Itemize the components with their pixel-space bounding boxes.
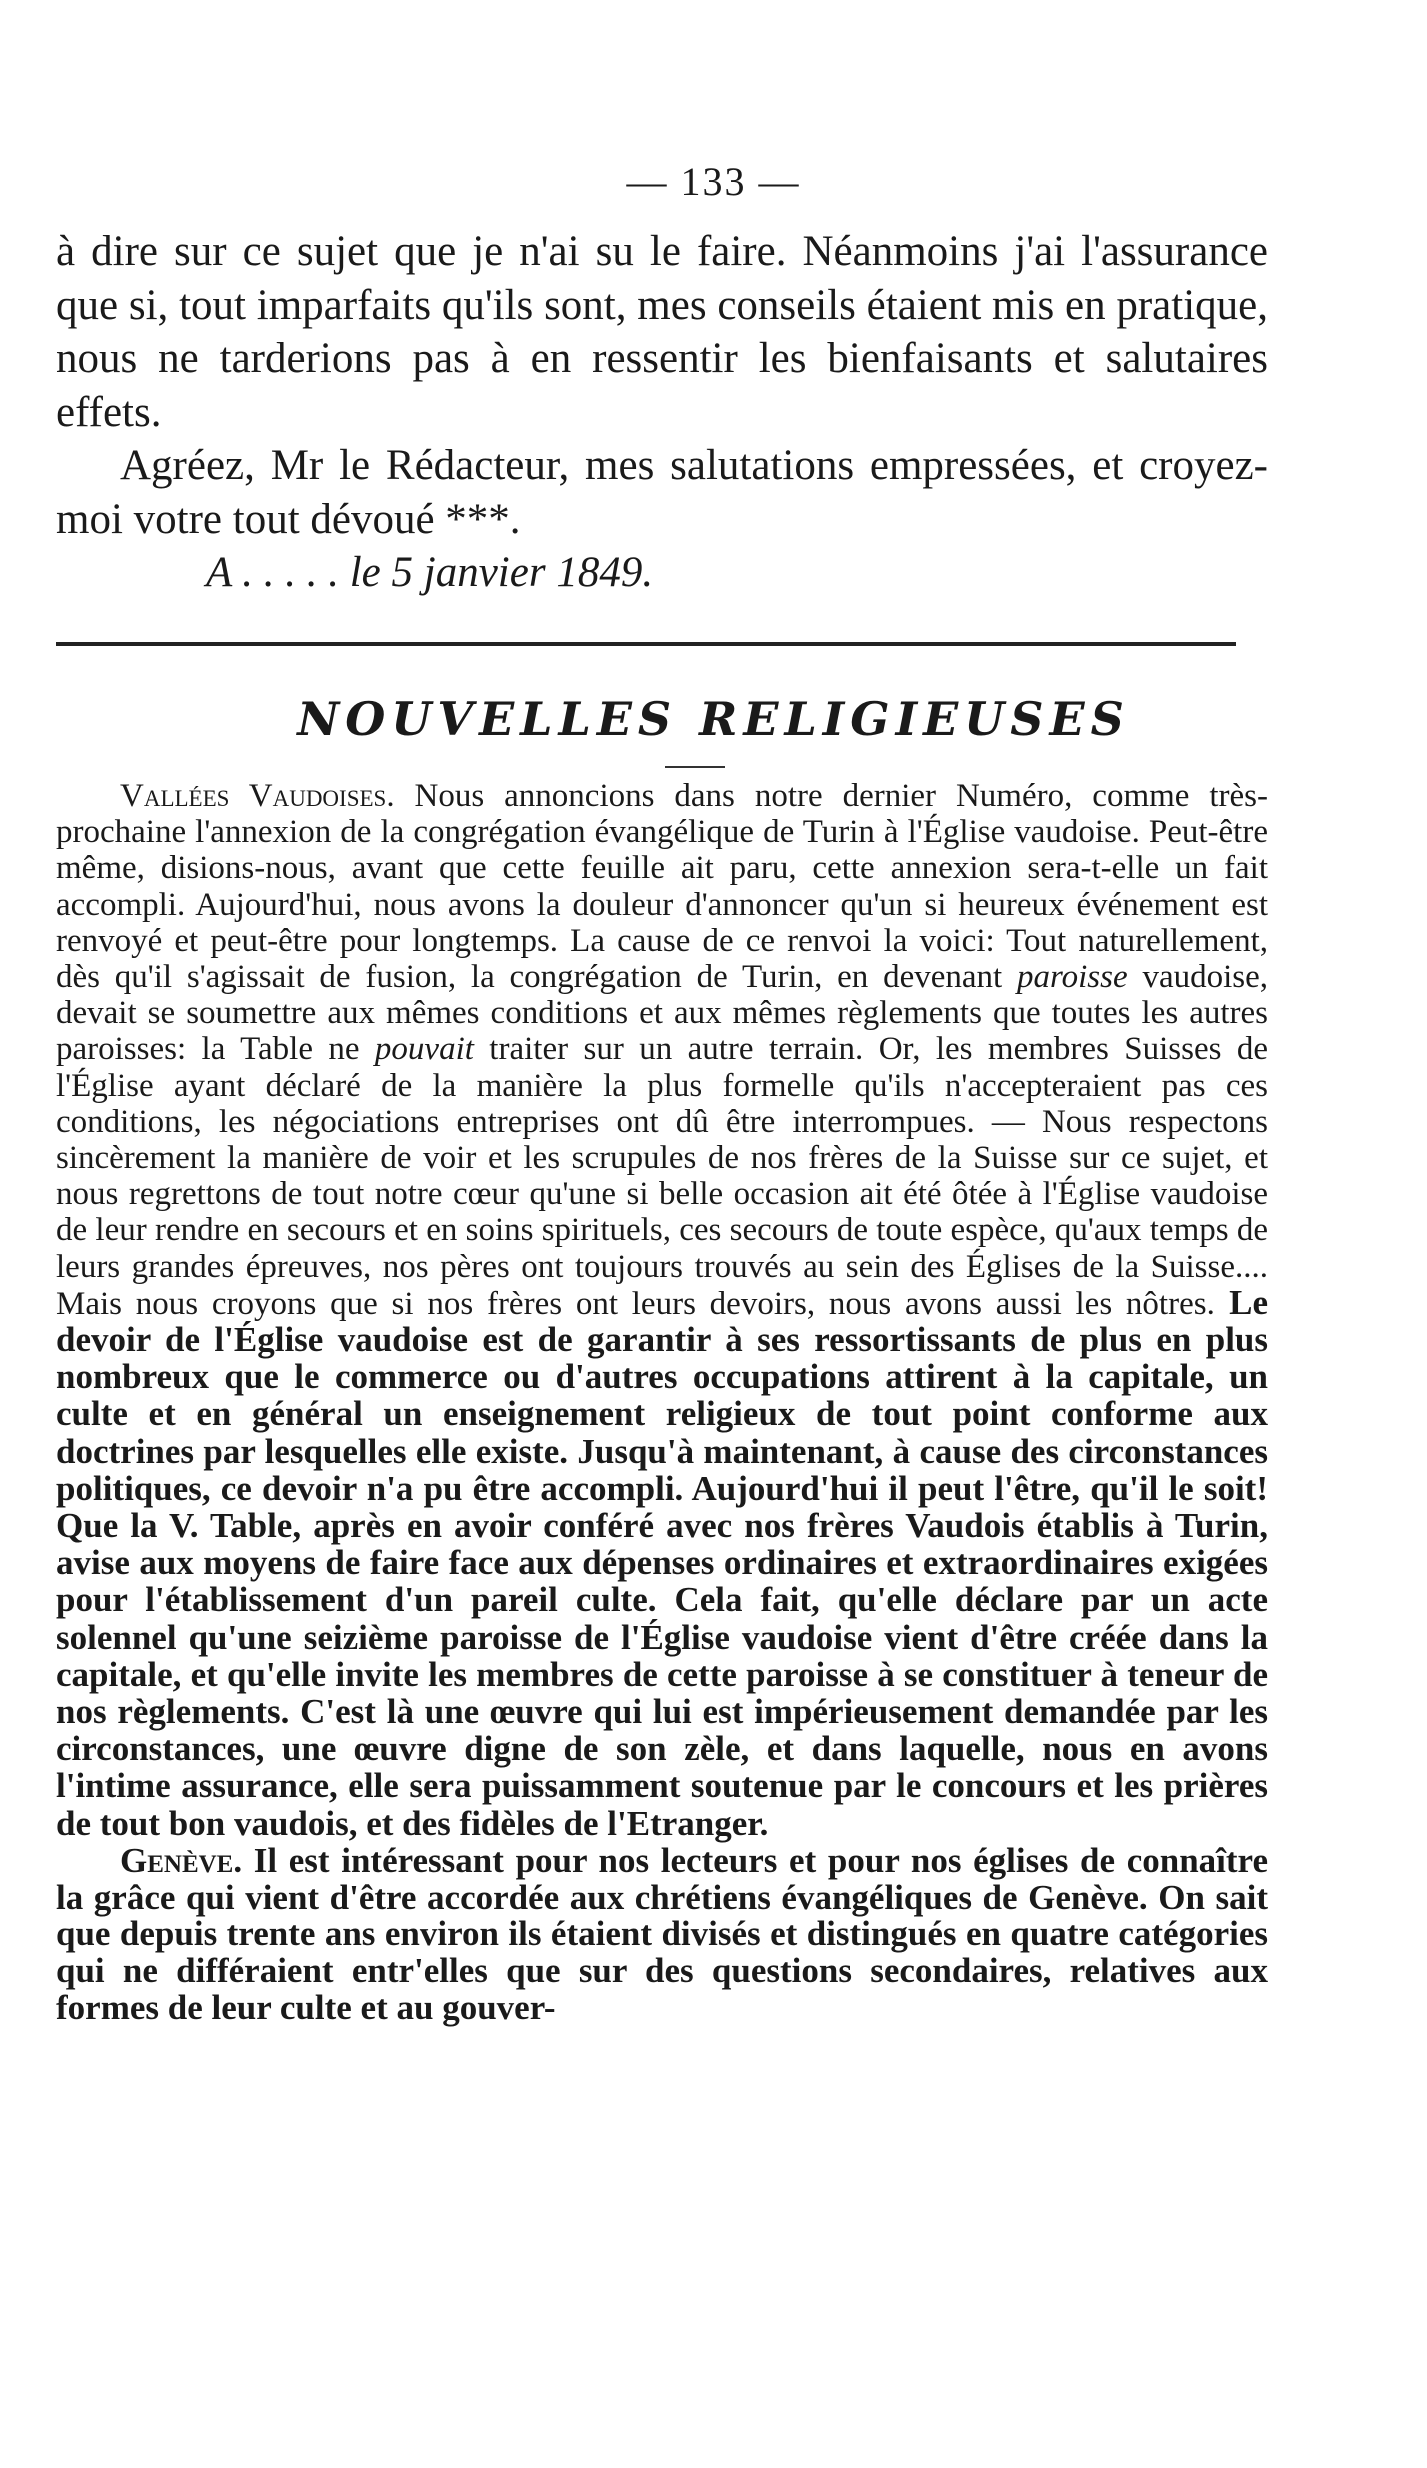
letter-closing: Agréez, Mr le Rédacteur, mes salutations empressées, et croyez-moi votre tout dévoué ***. (56, 442, 1268, 543)
letter-ending (56, 225, 1268, 600)
vallees-text-4: Le devoir de l'Église vaudoise est de garantir à ses ressortissants de plus en plus nombreux que le commerce ou d'autres occupations attirent à la capitale, un culte et en général un enseignement religieux de tout point conforme aux doctrines par lesquelles elle existe. Jusqu'à maintenant, à cause des circonstances politiques, ce devoir n'a pu être accompli. Aujourd'hui il peut l'être, qu'il le soit! Que la V. Table, après en avoir conféré avec nos frères Vaudois établis à Turin, avise aux moyens de faire face aux dépenses ordinaires et extraordinaires exigées pour l'établissement d'un pareil culte. Cela fait, qu'elle déclare par un acte solennel qu'une seizième paroisse de l'Église vaudoise vient d'être créée dans la capitale, et qu'elle invite les membres de cette paroisse à se constituer à teneur de nos règlements. C'est là une œuvre qui lui est impérieusement demandée par les circonstances, une œuvre digne de son zèle, et dans laquelle, nous en avons l'intime assurance, elle sera puissamment soutenue par le concours et les prières de tout bon vaudois, et des fidèles de l'Etranger. (56, 1282, 1268, 1843)
letter-signature: A . . . . . le 5 janvier 1849. (206, 549, 654, 596)
emphasis-pouvait: pouvait (374, 1031, 474, 1068)
page-number: — 133 — (626, 159, 801, 204)
vallees-text-2: vaudoise, devait se soumettre aux mêmes conditions et aux mêmes règlements que toutes les autres paroisses: la Table ne (56, 959, 1268, 1068)
news-vallees-vaudoises (56, 778, 1268, 1843)
vallees-heading: Vallées Vaudoises. (120, 778, 395, 814)
section-title: NOUVELLES RELIGIEUSES (297, 692, 1130, 746)
news-geneve (56, 1840, 1268, 2027)
geneve-heading: Genève. (120, 1840, 243, 1880)
letter-paragraph: à dire sur ce sujet que je n'ai su le faire. Néanmoins j'ai l'assurance que si, tout imparfaits qu'ils sont, mes conseils étaient mis en pratique, nous ne tarderions pas à en ressentir les bienfaisants et salutaires effets. (56, 228, 1268, 436)
section-divider (56, 642, 1236, 646)
news-body (56, 778, 1268, 2026)
geneve-text: Il est intéressant pour nos lecteurs et pour nos églises de connaître la grâce qui vient d'être accordée aux chrétiens évangéliques de Genève. On sait que depuis trente ans environ ils étaient divisés et distingués en quatre catégories qui ne différaient entr'elles que sur des questions secondaires, relatives aux formes de leur culte et au gouver- (56, 1840, 1268, 2027)
vallees-text-3: traiter sur un autre terrain. Or, les membres Suisses de l'Église ayant déclaré de la manière la plus formelle qu'ils n'accepteraient pas ces conditions, les négociations entreprises ont dû être interrompues. — Nous respectons sincèrement la manière de voir et les scrupules de nos frères de la Suisse sur ce sujet, et nous regrettons de tout notre cœur qu'une si belle occasion ait été ôtée à l'Église vaudoise de leur rendre en secours et en soins spirituels, ces secours de toute espèce, qu'aux temps de leurs grandes épreuves, nos pères ont toujours trouvés au sein des Églises de la Suisse.... Mais nous croyons que si nos frères ont leurs devoirs, nous avons aussi les nôtres. (56, 1031, 1268, 1322)
vallees-text-1: Nous annoncions dans notre dernier Numéro, comme très-prochaine l'annexion de la congrégation évangélique de Turin à l'Église vaudoise. Peut-être même, disions-nous, avant que cette feuille ait paru, cette annexion sera-t-elle un fait accompli. Aujourd'hui, nous avons la douleur d'annoncer qu'un si heureux événement est renvoyé et peut-être pour longtemps. La cause de ce renvoi la voici: Tout naturellement, dès qu'il s'agissait de fusion, la congrégation de Turin, en devenant (56, 778, 1269, 996)
emphasis-paroisse: paroisse (1017, 959, 1128, 996)
title-underline (665, 766, 725, 768)
